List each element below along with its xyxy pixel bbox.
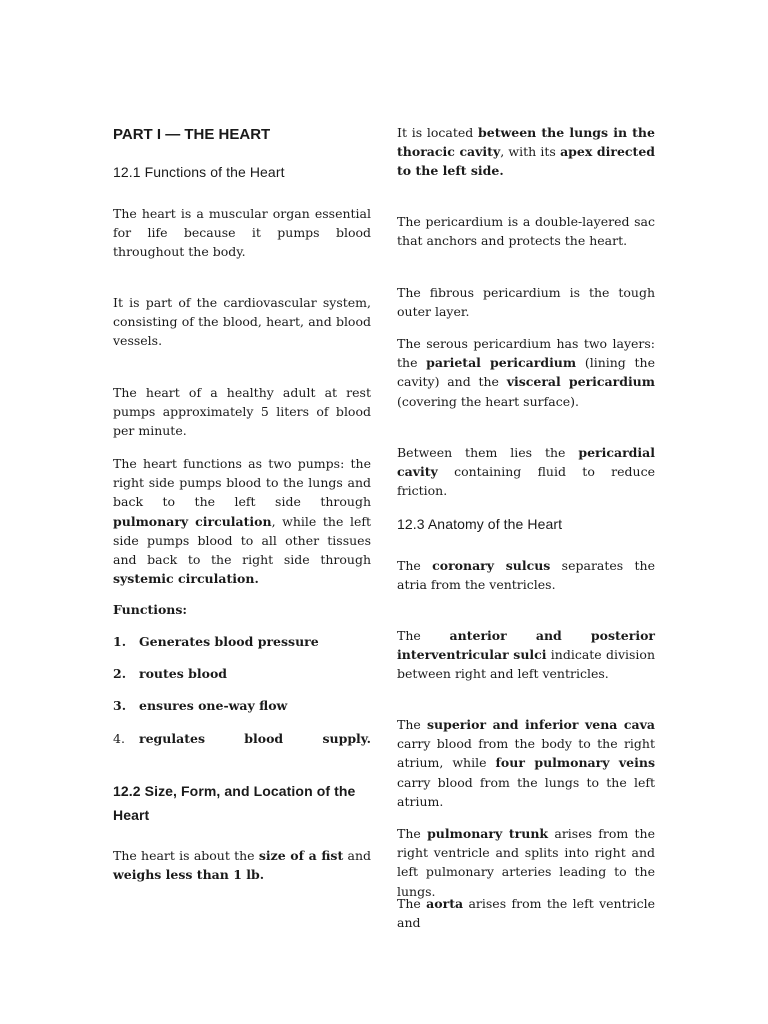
list-text: Generates blood pressure xyxy=(139,634,319,649)
functions-label: Functions: xyxy=(113,602,188,617)
list-number: 1. xyxy=(113,634,127,649)
paragraph-heart-organ: The heart is a muscular organ essential for life because it pumps blood throughout the body. xyxy=(113,206,371,260)
paragraph-coronary-sulcus: The coronary sulcus separates the atria from the ventricles. xyxy=(397,558,656,593)
list-word: supply. xyxy=(322,731,371,746)
list-number: 4. xyxy=(113,731,125,746)
list-number: 2. xyxy=(113,666,127,681)
list-item xyxy=(113,664,371,683)
paragraph-vena-cava: The superior and inferior vena cava carry blood from the body to the right atrium, while four pulmonary veins carry blood from the lungs to the left atrium. xyxy=(397,717,656,809)
list-item xyxy=(113,632,371,651)
list-word: regulates xyxy=(139,731,205,746)
section-12-1-heading: 12.1 Functions of the Heart xyxy=(113,164,285,180)
list-text: routes blood xyxy=(139,666,228,681)
paragraph-heart-size: The heart is about the size of a fist and weighs less than 1 lb. xyxy=(113,848,371,883)
paragraph-cardiovascular-system: It is part of the cardiovascular system, consisting of the blood, heart, and blood vessels. xyxy=(113,295,371,349)
paragraph-fibrous-pericardium: The fibrous pericardium is the tough outer layer. xyxy=(397,285,655,320)
section-12-3-heading: 12.3 Anatomy of the Heart xyxy=(397,516,563,532)
list-text: ensures one-way flow xyxy=(139,698,288,713)
part-title: PART I — THE HEART xyxy=(113,126,271,143)
list-number: 3. xyxy=(113,698,127,713)
paragraph-pulmonary-trunk: The pulmonary trunk arises from the right ventricle and splits into right and left pulmonary arteries leading to the lungs. xyxy=(397,826,655,899)
paragraph-pericardial-cavity: Between them lies the pericardial cavity containing fluid to reduce friction. xyxy=(397,445,655,499)
paragraph-heart-location: It is located between the lungs in the thoracic cavity, with its apex directed to the left side. xyxy=(397,125,656,179)
paragraph-interventricular-sulci: The anterior and posterior interventricular sulci indicate division between right and left ventricles. xyxy=(397,628,656,682)
list-item xyxy=(113,729,371,748)
paragraph-aorta: The aorta arises from the left ventricle and xyxy=(397,896,656,931)
list-item xyxy=(113,696,371,715)
section-12-2-heading: 12.2 Size, Form, and Location of the Heart xyxy=(113,783,356,823)
paragraph-serous-pericardium: The serous pericardium has two layers: the parietal pericardium (lining the cavity) and the visceral pericardium (covering the heart surface). xyxy=(397,336,656,409)
paragraph-pump-rate: The heart of a healthy adult at rest pumps approximately 5 liters of blood per minute. xyxy=(113,385,371,439)
paragraph-pericardium: The pericardium is a double-layered sac that anchors and protects the heart. xyxy=(397,214,655,249)
paragraph-two-pumps: The heart functions as two pumps: the right side pumps blood to the lungs and back to the left side through pulmonary circulation, while the left side pumps blood to all other tissues and back to the right side through systemic circulation. xyxy=(113,456,371,587)
list-text xyxy=(139,729,371,748)
list-word: blood xyxy=(244,731,284,746)
